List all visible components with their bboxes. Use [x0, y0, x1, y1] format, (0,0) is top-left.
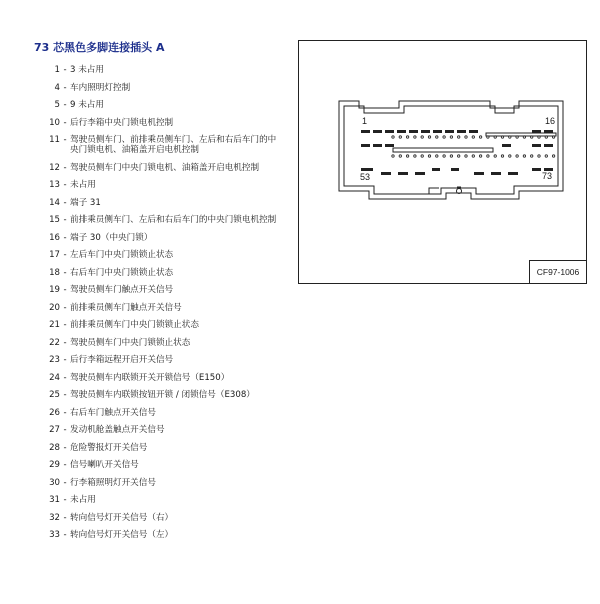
pin-number: 23 [49, 355, 60, 365]
pin-cavity-dot [399, 155, 401, 157]
pin-separator: - [63, 407, 67, 418]
pin-cavity-dot [443, 136, 445, 138]
pin-description: 3 未占用 [70, 65, 104, 75]
pin-cavity-dot [472, 155, 474, 157]
pin-label-first: 1 [362, 116, 368, 126]
pin-description: 信号喇叭开关信号 [70, 460, 139, 470]
pin-label-last: 73 [542, 171, 553, 181]
pin-number: 18 [49, 267, 60, 278]
pin-separator: - [63, 100, 67, 110]
pin-description: 后行李箱远程开启开关信号 [70, 355, 174, 365]
pin-number: 1 [54, 65, 60, 75]
pin-separator: - [63, 530, 67, 540]
pin-number: 30 [49, 477, 60, 488]
pin-cavity-dot [421, 136, 423, 138]
pin-description: 驾驶员侧车内联锁按钮开锁 / 闭锁信号（E308） [70, 390, 255, 400]
pin-separator: - [63, 232, 67, 243]
figure-code: CF97-1006 [529, 260, 586, 283]
pin-number: 33 [49, 530, 60, 540]
pin-item [0, 135, 300, 155]
pin-cavity-dot [406, 136, 408, 138]
pin-separator: - [63, 135, 67, 145]
pin-description: 前排乘员侧车门触点开关信号 [70, 302, 182, 313]
pin-description: 后行李箱中央门锁电机控制 [70, 117, 174, 128]
pin-item [0, 215, 300, 225]
connector-figure [298, 40, 587, 284]
pin-separator: - [63, 355, 67, 365]
pin-separator: - [63, 162, 67, 173]
pin-separator: - [63, 82, 67, 93]
pin-cavity-dot [509, 155, 511, 157]
pin-item [0, 285, 300, 295]
pin-cavity-dot [501, 155, 503, 157]
pin-cavity-dot [538, 155, 540, 157]
pin-separator: - [63, 215, 67, 225]
pin-description: 转向信号灯开关信号（左） [70, 530, 174, 540]
pin-description: 车内照明灯控制 [70, 82, 131, 93]
pin-item [0, 408, 300, 418]
pin-separator: - [63, 337, 67, 348]
pin-cavity-dot [479, 155, 481, 157]
pin-item [0, 425, 300, 435]
pin-cavity-dot [487, 136, 489, 138]
pin-separator: - [63, 512, 67, 523]
pin-description: 驾驶员侧车门触点开关信号 [70, 285, 174, 295]
pin-number: 29 [49, 460, 60, 470]
pin-item [0, 495, 300, 505]
pin-cavity-dot [458, 155, 460, 157]
pin-cavity-dot [523, 155, 525, 157]
pin-item [0, 303, 300, 313]
pin-cavity-dot [428, 136, 430, 138]
pin-cavity-dot [465, 155, 467, 157]
pin-item [0, 118, 300, 128]
connector-drawing [299, 41, 588, 285]
pin-item [0, 233, 300, 243]
pin-separator: - [63, 267, 67, 278]
pin-cavity-dot [414, 155, 416, 157]
pin-cavity-dot [428, 155, 430, 157]
pin-separator: - [63, 65, 67, 75]
pin-item [0, 83, 300, 93]
pin-number: 22 [49, 337, 60, 348]
pin-cavity-dot [472, 136, 474, 138]
pin-separator: - [63, 372, 67, 383]
pin-number: 24 [49, 372, 60, 383]
pin-cavity-dot [494, 136, 496, 138]
pin-description: 未占用 [70, 180, 96, 190]
pin-separator: - [63, 285, 67, 295]
pin-description: 端子 30（中央门锁） [70, 232, 153, 243]
pin-cavity-dot [399, 136, 401, 138]
pin-cavity-dot [516, 155, 518, 157]
pin-separator: - [63, 197, 67, 208]
pin-cavity-dot [509, 136, 511, 138]
pin-cavity-dot [443, 155, 445, 157]
pin-description: 前排乘员侧车门中央门锁锁止状态 [70, 320, 199, 330]
pin-item [0, 373, 300, 383]
pin-separator: - [63, 495, 67, 505]
pin-description: 右后车门触点开关信号 [70, 407, 156, 418]
pin-number: 17 [49, 250, 60, 260]
pin-cavity-dot [421, 155, 423, 157]
pin-item [0, 530, 300, 540]
pin-separator: - [63, 180, 67, 190]
pin-item [0, 198, 300, 208]
pin-cavity-dot [436, 155, 438, 157]
pin-description: 行李箱照明灯开关信号 [70, 477, 156, 488]
pin-cavity-dot [406, 155, 408, 157]
pin-item [0, 250, 300, 260]
pin-label-top-right: 16 [545, 116, 556, 126]
pin-number: 28 [49, 442, 60, 453]
pin-description: 左后车门中央门锁锁止状态 [70, 250, 174, 260]
pin-item [0, 390, 300, 400]
pin-item [0, 268, 300, 278]
pin-number: 14 [49, 197, 60, 208]
pin-cavity-dot [458, 136, 460, 138]
pin-separator: - [63, 302, 67, 313]
pin-description: 未占用 [70, 495, 96, 505]
pin-number: 15 [49, 215, 60, 225]
pin-cavity-dot [494, 155, 496, 157]
pin-separator: - [63, 425, 67, 435]
pin-list [0, 65, 300, 548]
pin-number: 32 [49, 512, 60, 523]
pin-cavity-dot [552, 155, 554, 157]
pin-item [0, 100, 300, 110]
pin-cavity-dot [545, 155, 547, 157]
pin-cavity-dot [392, 136, 394, 138]
pin-description: 前排乘员侧车门、左后和右后车门的中央门锁电机控制 [70, 215, 277, 225]
pin-separator: - [63, 117, 67, 128]
pin-separator: - [63, 442, 67, 453]
pin-item [0, 65, 300, 75]
pin-number: 20 [49, 302, 60, 313]
pin-separator: - [63, 460, 67, 470]
pin-number: 11 [49, 135, 60, 145]
pin-separator: - [63, 320, 67, 330]
pin-number: 26 [49, 407, 60, 418]
pin-cavity-dot [531, 155, 533, 157]
pin-number: 25 [49, 390, 60, 400]
pin-item [0, 513, 300, 523]
pin-cavity-dot [538, 136, 540, 138]
pin-number: 5 [54, 100, 60, 110]
pin-number: 10 [49, 117, 60, 128]
pin-description: 驾驶员侧车门、前排乘员侧车门、左后和右后车门的中央门锁电机、油箱盖开启电机控制 [70, 135, 277, 155]
pin-cavity-dot [545, 136, 547, 138]
page-title: 73 芯黑色多脚连接插头 A [34, 41, 165, 54]
pin-item [0, 478, 300, 488]
pin-separator: - [63, 250, 67, 260]
pin-number: 21 [49, 320, 60, 330]
pin-number: 12 [49, 162, 60, 173]
pin-cavity-dot [392, 155, 394, 157]
pin-cavity-dot [436, 136, 438, 138]
pin-cavity-dot [487, 155, 489, 157]
pin-cavity-dot [523, 136, 525, 138]
pin-number: 13 [49, 180, 60, 190]
pin-number: 16 [49, 232, 60, 243]
pin-description: 驾驶员侧车门中央门锁锁止状态 [70, 337, 191, 348]
pin-item [0, 460, 300, 470]
pin-description: 转向信号灯开关信号（右） [70, 512, 174, 523]
pin-description: 危险警报灯开关信号 [70, 442, 148, 453]
pin-description: 9 未占用 [70, 100, 104, 110]
pin-item [0, 355, 300, 365]
pin-cavity-dot [552, 136, 554, 138]
pin-cavity-dot [450, 155, 452, 157]
pin-label-bottom-left: 53 [360, 172, 371, 182]
pin-item [0, 320, 300, 330]
pin-cavity-dot [501, 136, 503, 138]
pin-description: 右后车门中央门锁锁止状态 [70, 267, 174, 278]
pin-item [0, 443, 300, 453]
pin-separator: - [63, 477, 67, 488]
pin-number: 19 [49, 285, 60, 295]
pin-cavity-dot [414, 136, 416, 138]
pin-item [0, 180, 300, 190]
pin-description: 端子 31 [70, 197, 101, 208]
pin-description: 驾驶员侧车门中央门锁电机、油箱盖开启电机控制 [70, 162, 260, 173]
pin-cavity-dot [450, 136, 452, 138]
pin-number: 27 [49, 425, 60, 435]
pin-number: 31 [49, 495, 60, 505]
pin-item [0, 338, 300, 348]
pin-cavity-dot [465, 136, 467, 138]
pin-cavity-dot [516, 136, 518, 138]
pin-separator: - [63, 390, 67, 400]
pin-item [0, 163, 300, 173]
pin-number: 4 [54, 82, 60, 93]
pin-cavity-dot [531, 136, 533, 138]
pin-description: 驾驶员侧车内联锁开关开锁信号（E150） [70, 372, 230, 383]
pin-description: 发动机舱盖触点开关信号 [70, 425, 165, 435]
pin-cavity-dot [479, 136, 481, 138]
